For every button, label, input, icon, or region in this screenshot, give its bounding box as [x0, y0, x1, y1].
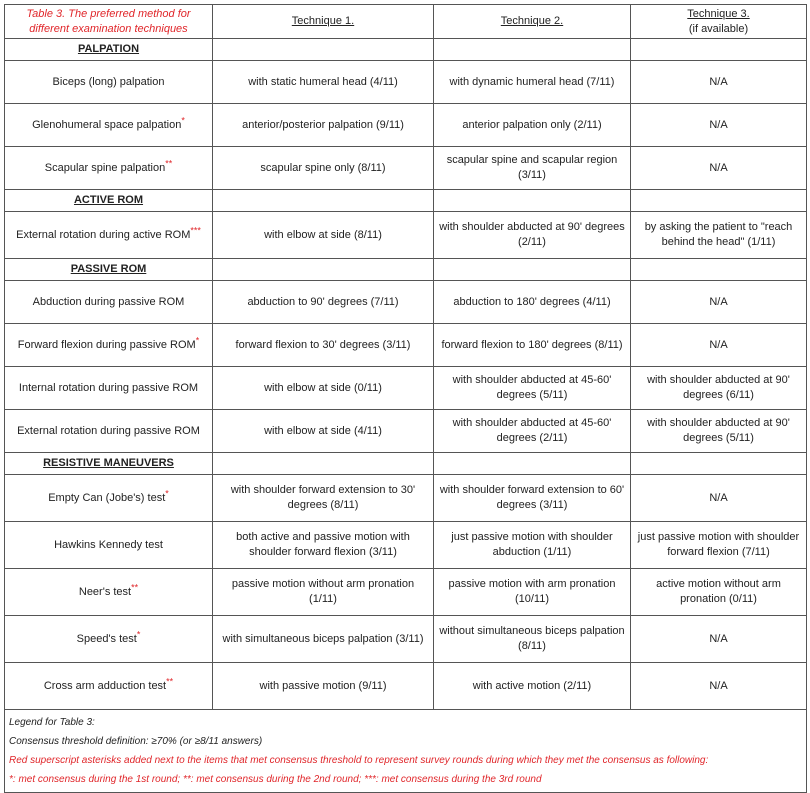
technique3-header — [631, 5, 807, 39]
technique1-cell — [213, 616, 434, 663]
consensus-stars: ** — [165, 157, 173, 168]
empty-cell — [631, 453, 807, 475]
technique2-cell — [434, 522, 631, 569]
technique1-cell — [213, 61, 434, 104]
technique3-cell-text: N/A — [709, 491, 728, 504]
technique2-cell-text: without simultaneous biceps palpation (8/11) — [439, 625, 625, 652]
item-cell — [5, 475, 213, 522]
technique2-cell — [434, 212, 631, 259]
table-row — [5, 522, 807, 569]
technique3-cell — [631, 147, 807, 190]
technique1-cell-text: with simultaneous biceps palpation (3/11) — [222, 632, 424, 645]
technique2-cell-text: with dynamic humeral head (7/11) — [449, 75, 615, 88]
technique1-cell-text: forward flexion to 30' degrees (3/11) — [235, 338, 411, 351]
legend — [5, 710, 807, 793]
item-cell — [5, 324, 213, 367]
technique2-cell-text: passive motion with arm pronation (10/11) — [448, 578, 616, 605]
section-row — [5, 259, 807, 281]
technique1-cell — [213, 212, 434, 259]
legend-rounds: *: met consensus during the 1st round; **: met consensus during the 2nd round; ***: met consensus during the 3rd round — [9, 774, 542, 785]
item-cell — [5, 147, 213, 190]
technique3-cell — [631, 212, 807, 259]
technique1-cell-text: with passive motion (9/11) — [259, 679, 387, 692]
technique2-cell-text: with shoulder forward extension to 60' degrees (3/11) — [439, 484, 625, 511]
table-row — [5, 475, 807, 522]
technique2-cell — [434, 281, 631, 324]
technique3-cell-text: by asking the patient to "reach behind the head" (1/11) — [644, 221, 793, 248]
item-cell-text: Biceps (long) palpation — [52, 75, 165, 88]
table-row — [5, 147, 807, 190]
table-row — [5, 104, 807, 147]
technique1-cell-text: with elbow at side (4/11) — [264, 424, 382, 437]
technique1-label: Technique 1. — [291, 15, 355, 27]
technique2-cell-text: with active motion (2/11) — [472, 679, 592, 692]
technique2-cell-text: anterior palpation only (2/11) — [462, 118, 602, 131]
technique1-cell — [213, 367, 434, 410]
technique3-cell — [631, 281, 807, 324]
technique1-cell — [213, 324, 434, 367]
consensus-stars: * — [165, 487, 169, 498]
item-cell — [5, 212, 213, 259]
section-title — [5, 190, 213, 212]
item-cell-text: Scapular spine palpation — [44, 161, 166, 174]
technique3-cell-text: N/A — [709, 338, 728, 351]
empty-cell — [213, 190, 434, 212]
table-row — [5, 281, 807, 324]
section-title-text: ACTIVE ROM — [73, 194, 144, 206]
empty-cell — [213, 259, 434, 281]
technique3-cell-text: with shoulder abducted at 90' degrees (6/11) — [647, 374, 790, 401]
technique3-cell — [631, 367, 807, 410]
technique3-cell-text: active motion without arm pronation (0/11) — [656, 578, 781, 605]
technique1-cell — [213, 104, 434, 147]
legend-note: Red superscript asterisks added next to the items that met consensus threshold to represent survey rounds during which they met the consensus as following: — [9, 755, 709, 766]
legend-row — [5, 710, 807, 793]
header-row — [5, 5, 807, 39]
empty-cell — [434, 190, 631, 212]
technique2-label: Technique 2. — [500, 15, 564, 27]
item-cell-text: Internal rotation during passive ROM — [18, 381, 199, 394]
technique1-cell — [213, 147, 434, 190]
empty-cell — [213, 453, 434, 475]
technique3-label: Technique 3. — [687, 7, 750, 20]
technique1-cell — [213, 569, 434, 616]
technique2-cell-text: with shoulder abducted at 45-60' degrees (2/11) — [452, 417, 612, 444]
item-cell-text: Hawkins Kennedy test — [54, 538, 163, 551]
technique1-cell-text: with elbow at side (0/11) — [264, 381, 382, 394]
examination-techniques-table — [4, 4, 807, 793]
technique3-cell — [631, 522, 807, 569]
item-cell — [5, 104, 213, 147]
item-cell-text: Neer's test — [78, 585, 132, 598]
technique3-cell-text: N/A — [709, 632, 728, 645]
technique3-cell — [631, 569, 807, 616]
section-row — [5, 190, 807, 212]
title-line-2: different examination techniques — [29, 22, 188, 35]
technique3-cell-text: N/A — [709, 118, 728, 131]
table-row — [5, 61, 807, 104]
legend-threshold: Consensus threshold definition: ≥70% (or ≥8/11 answers) — [9, 736, 263, 747]
technique3-cell — [631, 61, 807, 104]
section-title-text: RESISTIVE MANEUVERS — [43, 457, 174, 469]
empty-cell — [434, 39, 631, 61]
item-cell — [5, 281, 213, 324]
technique3-cell-text: N/A — [709, 679, 728, 692]
technique1-cell — [213, 663, 434, 710]
item-cell-text: Abduction during passive ROM — [32, 295, 185, 308]
technique3-cell — [631, 616, 807, 663]
technique3-cell — [631, 324, 807, 367]
technique1-cell — [213, 410, 434, 453]
technique3-cell-text: N/A — [709, 295, 728, 308]
technique1-cell-text: with static humeral head (4/11) — [248, 75, 398, 88]
technique1-cell-text: both active and passive motion with shoulder forward flexion (3/11) — [236, 531, 410, 558]
table-row — [5, 616, 807, 663]
consensus-stars: * — [181, 114, 185, 125]
table-row — [5, 410, 807, 453]
section-row — [5, 453, 807, 475]
technique2-cell — [434, 147, 631, 190]
item-cell — [5, 663, 213, 710]
technique2-cell — [434, 569, 631, 616]
item-cell-text: External rotation during passive ROM — [17, 424, 200, 437]
section-title — [5, 39, 213, 61]
empty-cell — [631, 190, 807, 212]
technique3-cell — [631, 663, 807, 710]
item-cell-text: Empty Can (Jobe's) test — [48, 491, 166, 504]
technique1-cell-text: abduction to 90' degrees (7/11) — [247, 295, 399, 308]
section-title-text: PASSIVE ROM — [70, 263, 147, 275]
technique2-cell — [434, 475, 631, 522]
consensus-stars: ** — [166, 675, 174, 686]
technique3-cell-text: with shoulder abducted at 90' degrees (5/11) — [647, 417, 790, 444]
item-cell-text: Forward flexion during passive ROM — [17, 338, 196, 351]
technique2-cell — [434, 104, 631, 147]
technique3-cell — [631, 410, 807, 453]
technique2-cell-text: with shoulder abducted at 90' degrees (2/11) — [439, 221, 625, 248]
technique1-cell-text: with elbow at side (8/11) — [264, 228, 382, 241]
table-row — [5, 367, 807, 410]
technique2-cell-text: scapular spine and scapular region (3/11) — [446, 154, 618, 181]
item-cell-text: Speed's test — [76, 632, 137, 645]
consensus-stars: * — [136, 628, 141, 639]
technique2-cell-text: with shoulder abducted at 45-60' degrees (5/11) — [452, 374, 612, 401]
section-title — [5, 453, 213, 475]
section-row — [5, 39, 807, 61]
technique1-cell — [213, 281, 434, 324]
technique2-cell-text: forward flexion to 180' degrees (8/11) — [441, 338, 623, 351]
item-cell — [5, 410, 213, 453]
technique3-cell — [631, 475, 807, 522]
technique2-cell — [434, 324, 631, 367]
table-row — [5, 663, 807, 710]
technique1-header — [213, 5, 434, 39]
technique3-cell-text: just passive motion with shoulder forward flexion (7/11) — [637, 531, 800, 558]
consensus-stars: ** — [131, 581, 139, 592]
technique1-cell-text: with shoulder forward extension to 30' degrees (8/11) — [230, 484, 416, 511]
item-cell-text: External rotation during active ROM — [16, 228, 191, 241]
table-title — [5, 5, 213, 39]
empty-cell — [631, 39, 807, 61]
technique3-cell-text: N/A — [709, 161, 728, 174]
empty-cell — [631, 259, 807, 281]
legend-title: Legend for Table 3: — [9, 717, 95, 728]
technique1-cell-text: scapular spine only (8/11) — [260, 161, 386, 174]
technique2-cell — [434, 663, 631, 710]
consensus-stars: * — [195, 334, 200, 345]
technique2-header — [434, 5, 631, 39]
technique3-note: (if available) — [688, 22, 749, 35]
technique2-cell — [434, 616, 631, 663]
technique2-cell — [434, 367, 631, 410]
section-title-text: PALPATION — [77, 43, 140, 55]
technique2-cell — [434, 410, 631, 453]
technique2-cell-text: abduction to 180' degrees (4/11) — [453, 295, 611, 308]
item-cell — [5, 522, 213, 569]
technique2-cell-text: just passive motion with shoulder abduction (1/11) — [451, 531, 613, 558]
table-row — [5, 212, 807, 259]
empty-cell — [434, 453, 631, 475]
item-cell — [5, 61, 213, 104]
technique1-cell — [213, 475, 434, 522]
technique1-cell — [213, 522, 434, 569]
technique1-cell-text: passive motion without arm pronation (1/11) — [231, 578, 415, 605]
technique3-cell-text: N/A — [709, 75, 728, 88]
technique1-cell-text: anterior/posterior palpation (9/11) — [242, 118, 404, 131]
empty-cell — [213, 39, 434, 61]
empty-cell — [434, 259, 631, 281]
item-cell-text: Cross arm adduction test — [43, 679, 167, 692]
item-cell-text: Glenohumeral space palpation — [32, 118, 182, 131]
item-cell — [5, 569, 213, 616]
consensus-stars: *** — [190, 224, 201, 235]
section-title — [5, 259, 213, 281]
table-row — [5, 324, 807, 367]
technique2-cell — [434, 61, 631, 104]
item-cell — [5, 616, 213, 663]
table-row — [5, 569, 807, 616]
title-line-1: Table 3. The preferred method for — [26, 7, 191, 20]
item-cell — [5, 367, 213, 410]
technique3-cell — [631, 104, 807, 147]
